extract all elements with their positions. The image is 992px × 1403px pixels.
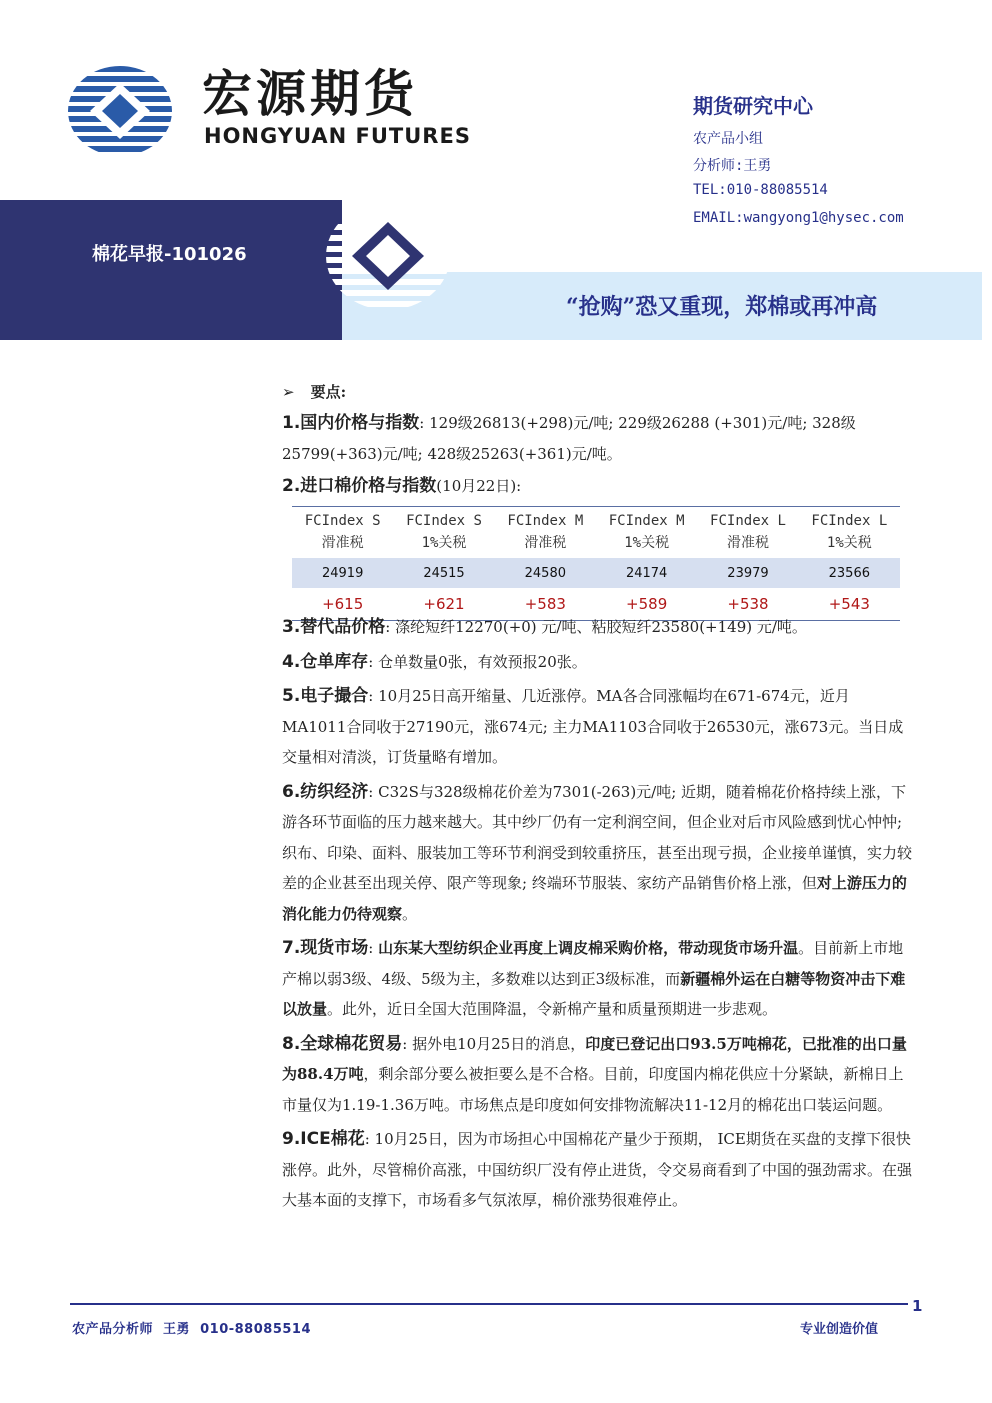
table-header: FCIndex S 1%关税 — [406, 513, 482, 551]
table-cell: 24919 — [292, 558, 393, 588]
section-6-title: 6.纺织经济 — [282, 781, 369, 802]
section-1-text: : 129级26813(+298)元/吨; 229级26288 (+301)元/吨; 328级25799(+363)元/吨; 428级25263(+361)元/吨。 — [282, 414, 856, 463]
section-6-end: 。 — [402, 904, 418, 923]
section-4-title: 4.仓单库存 — [282, 651, 369, 672]
section-2 — [282, 471, 912, 502]
analyst-tel: TEL:010-88085514 — [693, 182, 828, 198]
table-header: FCIndex L 1%关税 — [811, 513, 888, 551]
section-2-title: 2.进口棉价格与指数 — [282, 476, 437, 496]
research-center-title: 期货研究中心 — [693, 94, 813, 118]
section-7-bold-2: 新疆棉外运在白糖等物资冲击下难以放量 — [282, 969, 906, 1018]
table-cell: 24515 — [393, 558, 494, 588]
section-7-text-2: 。此外，近日全国大范围降温，令新棉产量和质量预期进一步悲观。 — [327, 1000, 778, 1018]
section-7-title: 7.现货市场 — [282, 938, 369, 958]
keypoints-heading — [282, 381, 346, 402]
band-logo-icon — [326, 202, 450, 310]
footer-divider — [70, 1303, 908, 1305]
table-cell: +538 — [727, 595, 769, 613]
headline: “抢购”恐又重现，郑棉或再冲高 — [566, 294, 878, 320]
table-cell: +589 — [626, 595, 668, 613]
group-name: 农产品小组 — [693, 131, 763, 147]
page-number: 1 — [912, 1297, 923, 1315]
section-8-title: 8.全球棉花贸易 — [282, 1033, 403, 1054]
section-7-bold-1: 山东某大型纺织企业再度上调皮棉采购价格，带动现货市场升温 — [378, 939, 799, 957]
section-8-text-1: : 据外电10月25日的消息， — [402, 1034, 586, 1053]
table-header: FCIndex S 滑准税 — [304, 513, 381, 551]
table-row-values — [292, 558, 900, 588]
table-header: FCIndex L 滑准税 — [710, 513, 786, 551]
logo-chinese-name: 宏源期货 — [202, 65, 418, 123]
section-5-title: 5.电子撮合 — [282, 686, 369, 706]
table-header-row — [292, 507, 900, 559]
section-1 — [282, 408, 912, 469]
table-cell: +543 — [828, 595, 870, 613]
section-5-text: : 10月25日高开缩量、几近涨停。MA各合同涨幅均在671-674元，近月MA1011合同收于27190元，涨674元; 主力MA1103合同收于26530元，涨673元。当日成交量相对清淡，订货量略有增加。 — [282, 687, 904, 766]
section-8-bold: 印度已登记出口93.5万吨棉花，已批准的出口量为88.4万吨 — [282, 1034, 907, 1083]
sections-body — [282, 612, 912, 1216]
section-3-title: 3.替代品价格 — [282, 617, 386, 637]
report-title: 棉花早报-101026 — [92, 244, 247, 265]
section-6-bold: 对上游压力的消化能力仍待观察 — [282, 874, 907, 923]
section-4-text: : 仓单数量0张，有效预报20张。 — [368, 652, 587, 671]
arrow-bullet-icon: ➢ — [282, 383, 295, 401]
table-cell: 23979 — [697, 558, 798, 588]
footer-analyst: 农产品分析师 王勇 010-88085514 — [72, 1322, 311, 1337]
section-2-text: (10月22日): — [436, 477, 522, 495]
section-7-text-1: 。目前新上市地产棉以弱3级、4级、5级为主，多数难以达到正3级标准，而 — [282, 939, 904, 988]
table-cell: +621 — [423, 595, 465, 613]
analyst-email[interactable]: EMAIL:wangyong1@hysec.com — [693, 210, 904, 226]
table-cell: +583 — [524, 595, 566, 613]
analyst-name: 分析师:王勇 — [693, 158, 772, 174]
footer-slogan: 专业创造价值 — [800, 1322, 879, 1337]
logo-english-name: HONGYUAN FUTURES — [204, 124, 471, 148]
section-8-text-2: ，剩余部分要么被拒要么是不合格。目前，印度国内棉花供应十分紧缺，新棉日上市量仅为1.19-1.36万吨。市场焦点是印度如何安排物流解决11-12月的棉花出口装运问题。 — [282, 1065, 904, 1114]
import-cotton-table — [292, 506, 900, 621]
table-header: FCIndex M 1%关税 — [608, 513, 685, 551]
section-7-colon: : — [368, 939, 379, 957]
company-logo-icon — [68, 66, 172, 156]
table-header: FCIndex M 滑准税 — [507, 513, 584, 551]
table-cell: 24174 — [596, 558, 697, 588]
section-1-title: 1.国内价格与指数 — [282, 413, 420, 433]
section-6-text: : C32S与328级棉花价差为7301(-263)元/吨; 近期，随着棉花价格持续上涨，下游各环节面临的压力越来越大。其中纱厂仍有一定利润空间，但企业对后市风险感到忧心忡忡; 织布、印染、面料、服装加工等环节利润受到较重挤压，甚至出现亏损，企业接单谨慎，实力较差的企业甚至出现关停、限产等现象; 终端环节服装、家纺产品销售价格上涨，但 — [282, 782, 913, 892]
keypoints-label: 要点: — [310, 383, 347, 401]
table-cell: 24580 — [495, 558, 596, 588]
section-9-title: 9.ICE棉花 — [282, 1129, 365, 1149]
section-9-text: : 10月25日，因为市场担心中国棉花产量少于预期， ICE期货在买盘的支撑下很快涨停。此外，尽管棉价高涨，中国纺织厂没有停止进货，令交易商看到了中国的强劲需求。在强大基本面的支撑下，市场看多气氛浓厚，棉价涨势很难停止。 — [282, 1130, 913, 1209]
section-3-text: : 涤纶短纤12270(+0) 元/吨、粘胶短纤23580(+149) 元/吨。 — [385, 618, 807, 636]
title-band-dark — [0, 200, 342, 340]
table-cell: 23566 — [799, 558, 900, 588]
table-cell: +615 — [322, 595, 364, 613]
